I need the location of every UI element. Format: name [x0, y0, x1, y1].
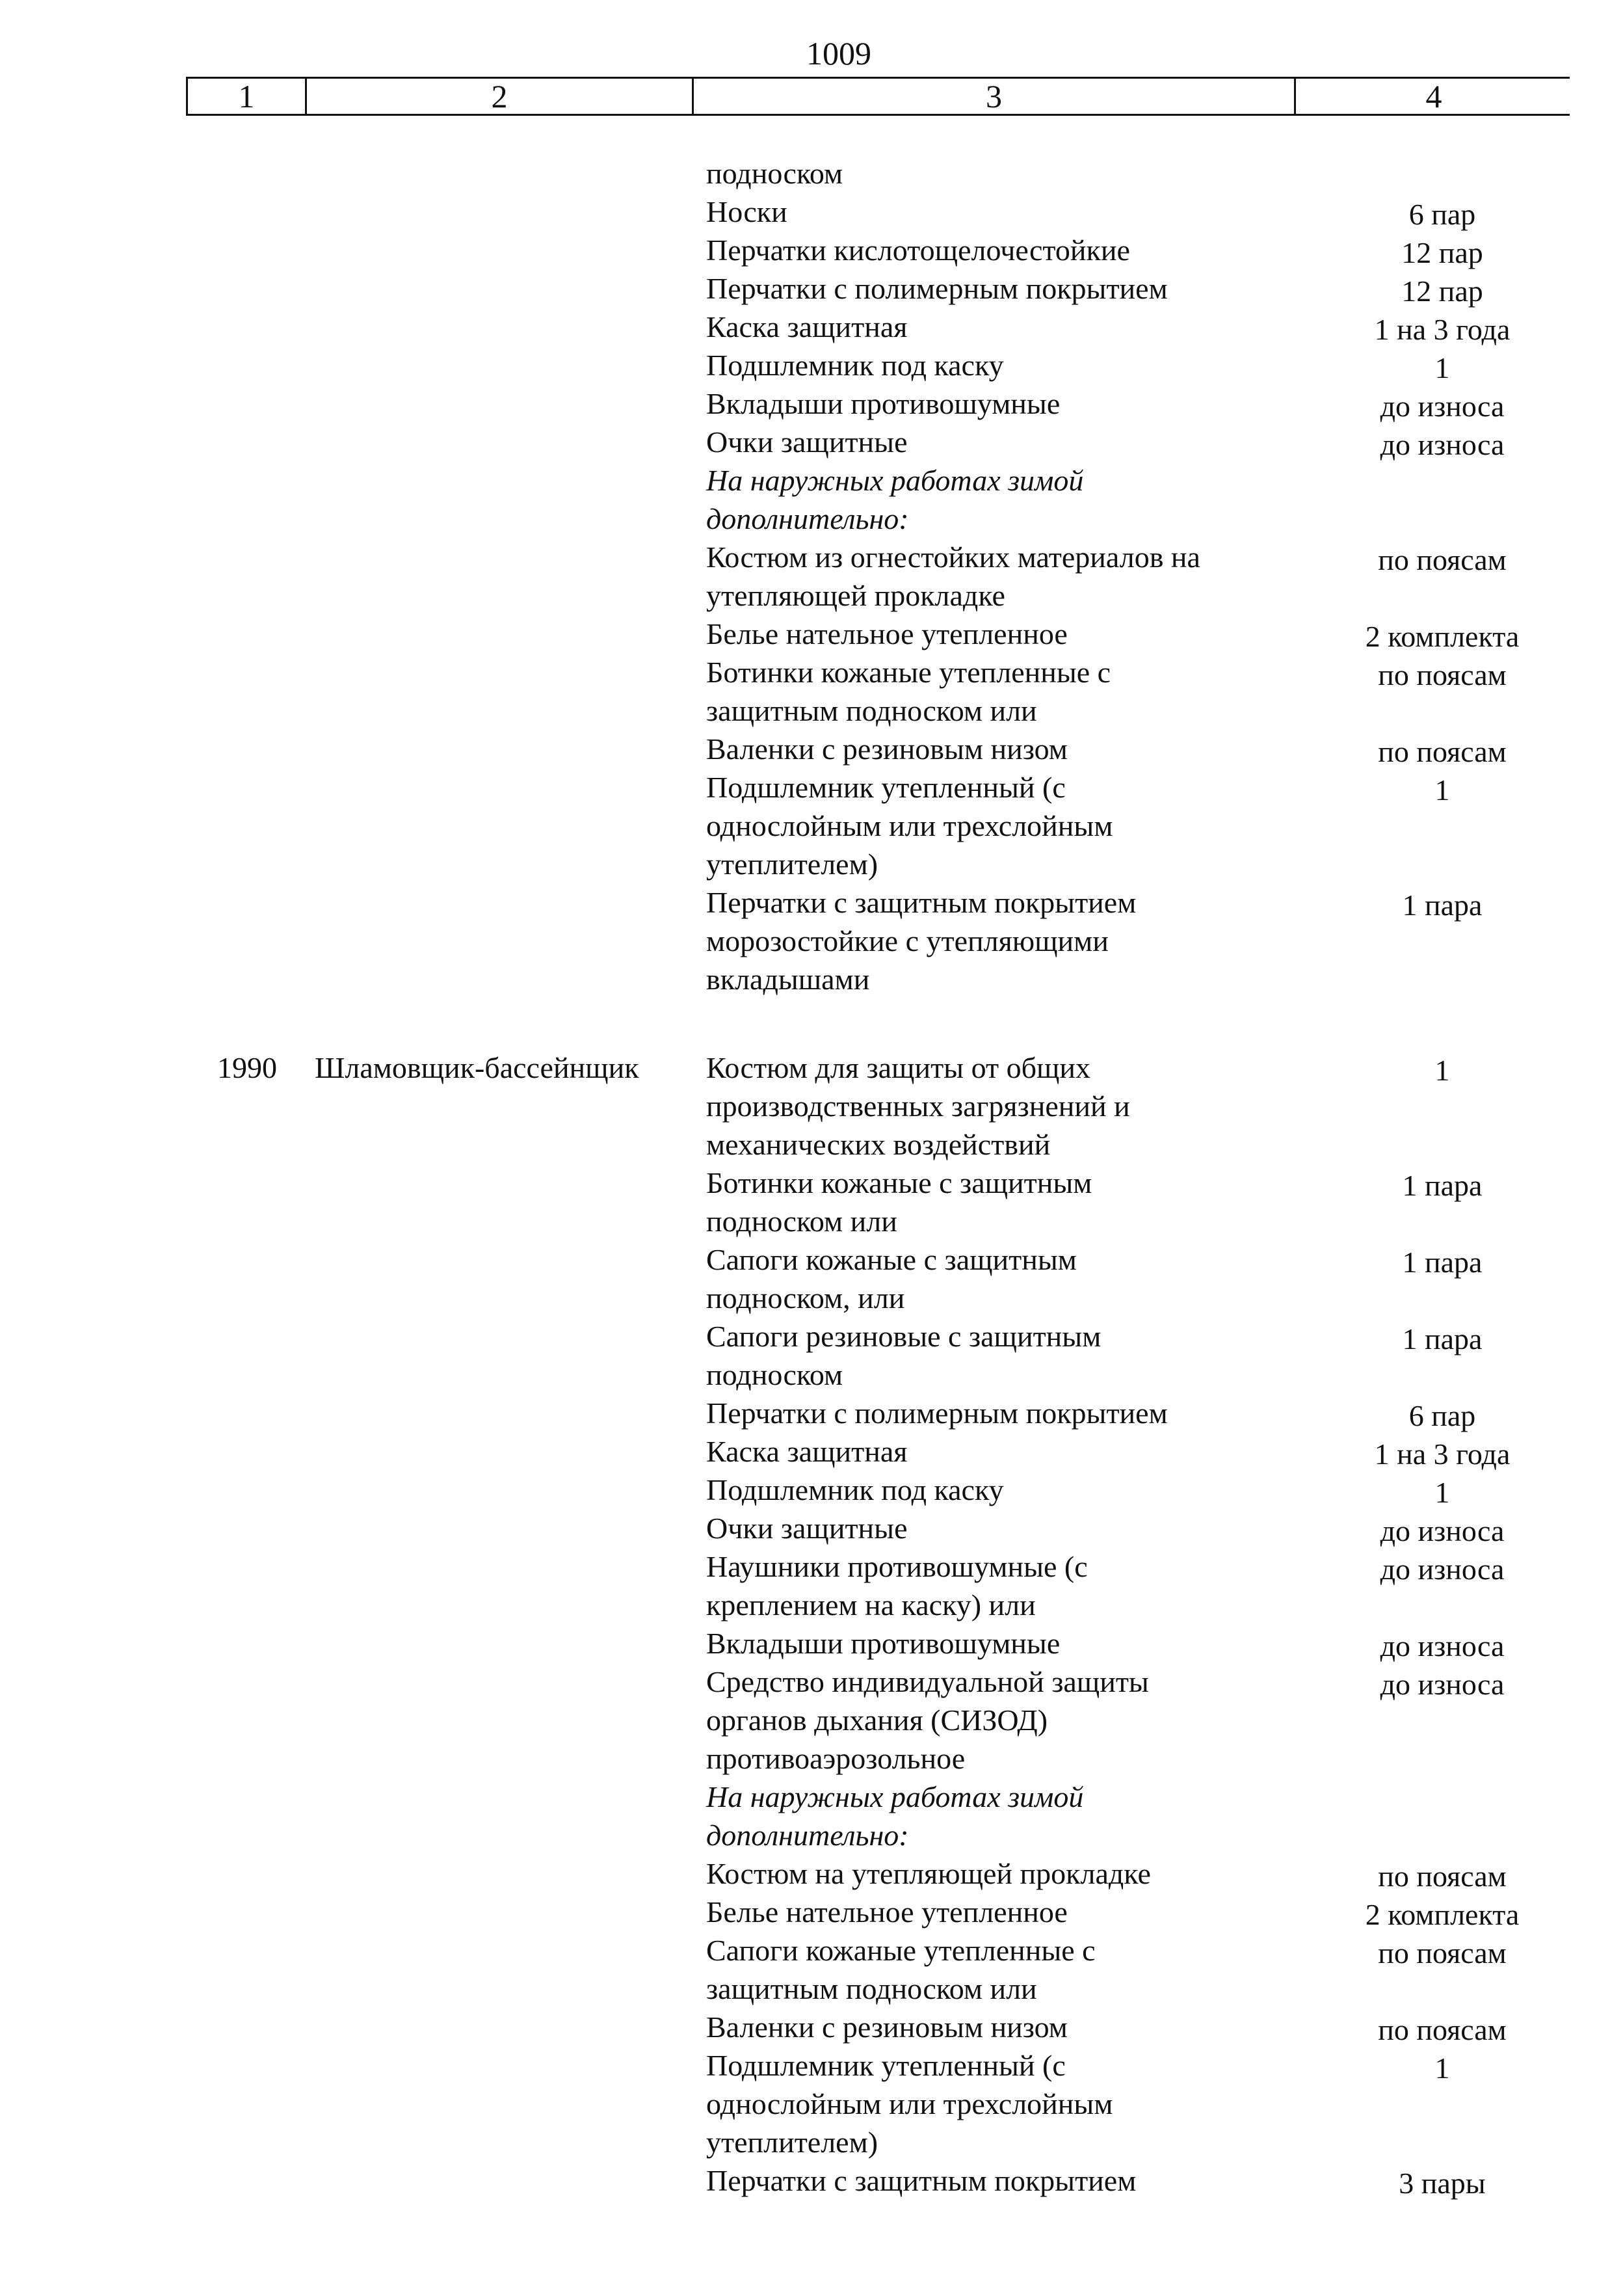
item-quantity: до износа [1380, 1629, 1505, 1662]
header-col-2: 2 [307, 79, 694, 114]
item-name: Подшлемник под каску [706, 1473, 1004, 1506]
item-quantity: 1 [1434, 1054, 1450, 1087]
item-name: Перчатки с защитным покрытием морозостойкие с утепляющими вкладышами [706, 886, 1137, 996]
item-quantity: 1 [1434, 2051, 1450, 2085]
item-quantity: 1 пара [1402, 888, 1483, 922]
page-number: 1009 [806, 35, 871, 72]
item-name: Сапоги кожаные утепленные с защитным подноском или [706, 1934, 1096, 2005]
item-name: На наружных работах зимой дополнительно: [706, 464, 1084, 535]
profession-code: 1990 [217, 1051, 277, 1084]
item-quantity: 6 пар [1408, 198, 1476, 231]
item-quantity: 2 комплекта [1365, 620, 1520, 653]
item-quantity: 1 [1434, 773, 1450, 807]
item-name: Белье нательное утепленное [706, 617, 1068, 650]
item-quantity: 1 на 3 года [1374, 313, 1511, 346]
item-quantity: по поясам [1378, 1936, 1507, 1969]
item-name: Перчатки с защитным покрытием [706, 2164, 1137, 2197]
item-name: Средство индивидуальной защиты органов дыхания (СИЗОД) противоаэрозольное [706, 1665, 1149, 1775]
item-quantity: 3 пары [1399, 2167, 1486, 2200]
item-name: Костюм для защиты от общих производственных загрязнений и механических воздействий [706, 1051, 1130, 1161]
item-name: Костюм из огнестойких материалов на утепляющей прокладке [706, 541, 1200, 612]
item-quantity: до износа [1380, 1553, 1505, 1586]
item-name: Костюм на утепляющей прокладке [706, 1857, 1151, 1890]
item-name: подноском [706, 157, 843, 190]
item-name: Валенки с резиновым низом [706, 732, 1068, 766]
item-quantity: 1 пара [1402, 1169, 1483, 1202]
item-name: Каска защитная [706, 1435, 908, 1468]
item-name: Носки [706, 195, 787, 228]
header-col-1: 1 [188, 79, 307, 114]
item-name: Ботинки кожаные с защитным подноском или [706, 1166, 1092, 1238]
item-name: Наушники противошумные (с креплением на каску) или [706, 1550, 1088, 1622]
item-quantity: до износа [1380, 1668, 1505, 1701]
item-name: Каска защитная [706, 310, 908, 343]
item-name: Валенки с резиновым низом [706, 2010, 1068, 2044]
header-col-3: 3 [694, 79, 1296, 114]
item-name: На наружных работах зимой дополнительно: [706, 1780, 1084, 1852]
item-quantity: 6 пар [1408, 1399, 1476, 1432]
item-quantity: до износа [1380, 428, 1505, 461]
item-name: Перчатки кислотощелочестойкие [706, 234, 1130, 267]
item-quantity: 1 пара [1402, 1246, 1483, 1279]
item-name: Перчатки с полимерным покрытием [706, 1396, 1168, 1430]
item-quantity: 1 [1434, 1476, 1450, 1509]
item-quantity: по поясам [1378, 735, 1507, 768]
item-name: Очки защитные [706, 425, 908, 459]
item-quantity: 2 комплекта [1365, 1898, 1520, 1931]
item-name: Подшлемник под каску [706, 349, 1004, 382]
item-name: Очки защитные [706, 1512, 908, 1545]
item-quantity: 1 на 3 года [1374, 1437, 1511, 1471]
item-quantity: до износа [1380, 1514, 1505, 1547]
item-name: Подшлемник утепленный (с однослойным или трехслойным утеплителем) [706, 771, 1113, 881]
item-quantity: 1 пара [1402, 1322, 1483, 1355]
item-quantity: 12 пар [1401, 274, 1483, 308]
item-name: Вкладыши противошумные [706, 387, 1061, 420]
profession-name: Шламовщик-бассейнщик [315, 1051, 639, 1084]
item-quantity: 12 пар [1401, 236, 1483, 269]
item-quantity: по поясам [1378, 1860, 1507, 1893]
item-quantity: по поясам [1378, 2013, 1507, 2046]
item-name: Вкладыши противошумные [706, 1627, 1061, 1660]
item-name: Ботинки кожаные утепленные с защитным подноском или [706, 656, 1111, 727]
item-name: Подшлемник утепленный (с однослойным или трехслойным утеплителем) [706, 2049, 1113, 2159]
item-quantity: 1 [1434, 351, 1450, 384]
item-quantity: по поясам [1378, 543, 1507, 576]
item-quantity: до износа [1380, 390, 1505, 423]
item-name: Сапоги кожаные с защитным подноском, или [706, 1243, 1077, 1315]
item-quantity: по поясам [1378, 658, 1507, 691]
item-name: Сапоги резиновые с защитным подноском [706, 1320, 1102, 1391]
item-name: Перчатки с полимерным покрытием [706, 272, 1168, 305]
item-name: Белье нательное утепленное [706, 1895, 1068, 1929]
header-col-4: 4 [1425, 78, 1442, 114]
